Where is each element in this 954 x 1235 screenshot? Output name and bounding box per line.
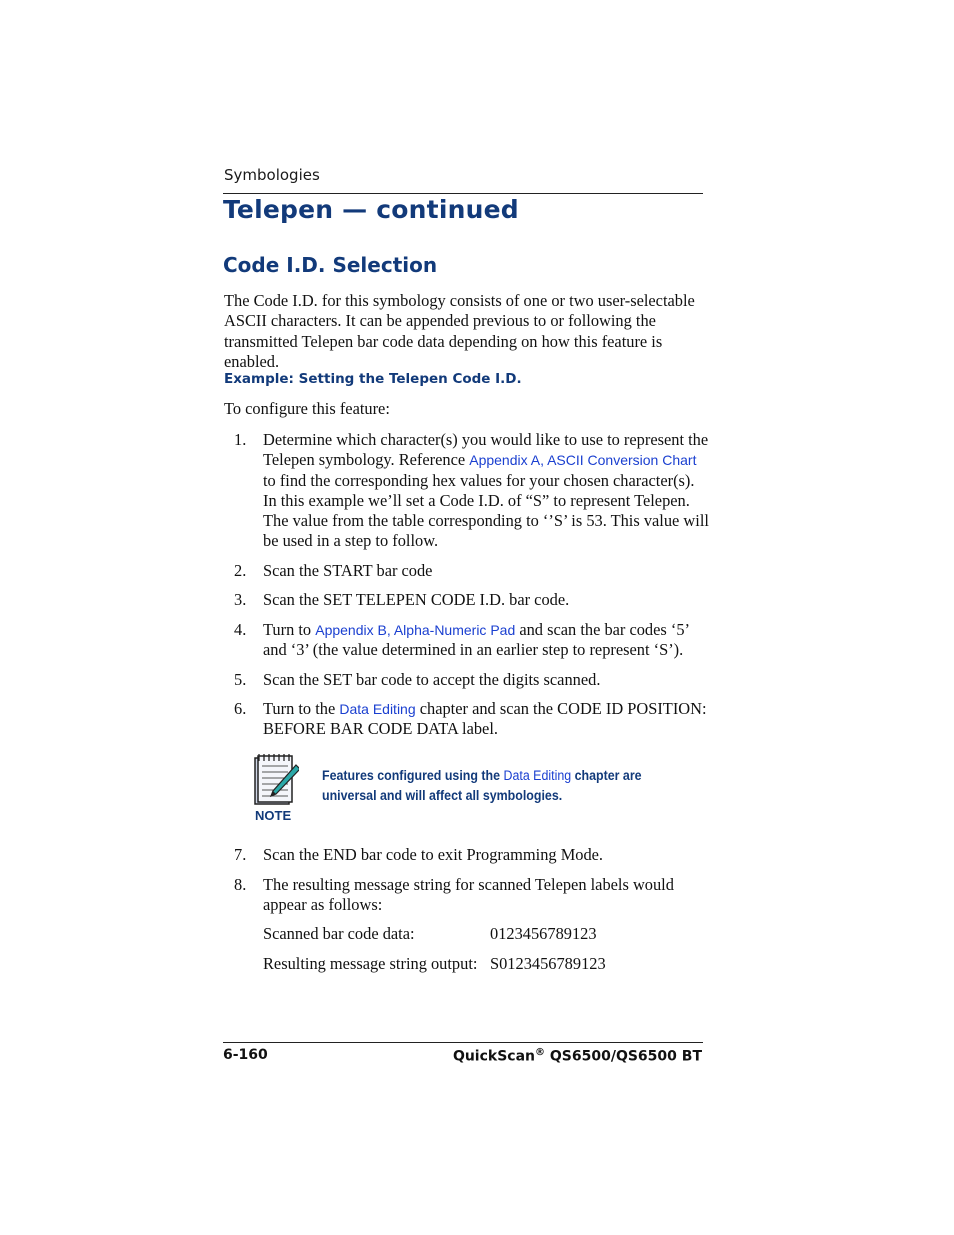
- page-title: Telepen — continued: [223, 195, 519, 224]
- step-text: Turn to the Data Editing chapter and scan the CODE ID POSITION: BEFORE BAR CODE DATA label.: [263, 699, 707, 739]
- step-number: 4.: [234, 620, 247, 639]
- step-text: The resulting message string for scanned Telepen labels would appear as follows:: [263, 875, 674, 915]
- step-text: Determine which character(s) you would like to use to represent the Telepen symbology. Reference Appendix A, ASCII Conversion Chart to find the corresponding hex values for your chosen character(s). In this example we’ll set a Code I.D. of “S” to represent Telepen. The value from the table corresponding to ‘’S’ is 53. This value will be used in a step to follow.: [263, 430, 709, 551]
- section-heading: Code I.D. Selection: [223, 253, 438, 277]
- step-text: Scan the END bar code to exit Programming Mode.: [263, 845, 604, 864]
- note-icon: [249, 752, 299, 810]
- page-number: 6-160: [223, 1047, 268, 1063]
- note-label: NOTE: [255, 808, 292, 823]
- section-paragraph: The Code I.D. for this symbology consists of one or two user-selectable ASCII characters. It can be appended previous to or following the transmitted Telepen bar code data depending on how this feature is enabled.: [224, 291, 695, 371]
- example-intro: To configure this feature:: [224, 399, 390, 418]
- product-name: QuickScan® QS6500/QS6500 BT: [452, 1047, 702, 1065]
- header-rule: [223, 193, 703, 194]
- step-number: 3.: [234, 590, 247, 609]
- step-number: 1.: [234, 430, 247, 449]
- step-text: Scan the SET TELEPEN CODE I.D. bar code.: [263, 590, 570, 609]
- step-number: 7.: [234, 845, 247, 864]
- step-text: Scan the START bar code: [263, 561, 433, 580]
- step-number: 8.: [234, 875, 247, 894]
- appendix-a-link[interactable]: Appendix A, ASCII Conversion Chart: [469, 452, 697, 469]
- example-heading: Example: Setting the Telepen Code I.D.: [224, 371, 522, 387]
- result-label: Resulting message string output:: [263, 954, 478, 973]
- note-data-editing-link[interactable]: Data Editing: [503, 768, 572, 783]
- data-editing-link[interactable]: Data Editing: [339, 701, 416, 717]
- step-number: 6.: [234, 699, 247, 718]
- result-label: Scanned bar code data:: [263, 924, 415, 943]
- step-text: Scan the SET bar code to accept the digits scanned.: [263, 670, 601, 689]
- result-value: 0123456789123: [490, 924, 597, 943]
- running-head: Symbologies: [224, 166, 320, 184]
- step-number: 2.: [234, 561, 247, 580]
- result-value: S0123456789123: [490, 954, 606, 973]
- step-text: Turn to Appendix B, Alpha-Numeric Pad and scan the bar codes ‘5’ and ‘3’ (the value determined in an earlier step to represent ‘S’).: [263, 620, 689, 660]
- step-number: 5.: [234, 670, 247, 689]
- appendix-b-link[interactable]: Appendix B, Alpha-Numeric Pad: [315, 622, 516, 638]
- note-text: Features configured using the Data Editing chapter are universal and will affect all symbologies.: [322, 768, 642, 803]
- footer-rule: [223, 1042, 703, 1043]
